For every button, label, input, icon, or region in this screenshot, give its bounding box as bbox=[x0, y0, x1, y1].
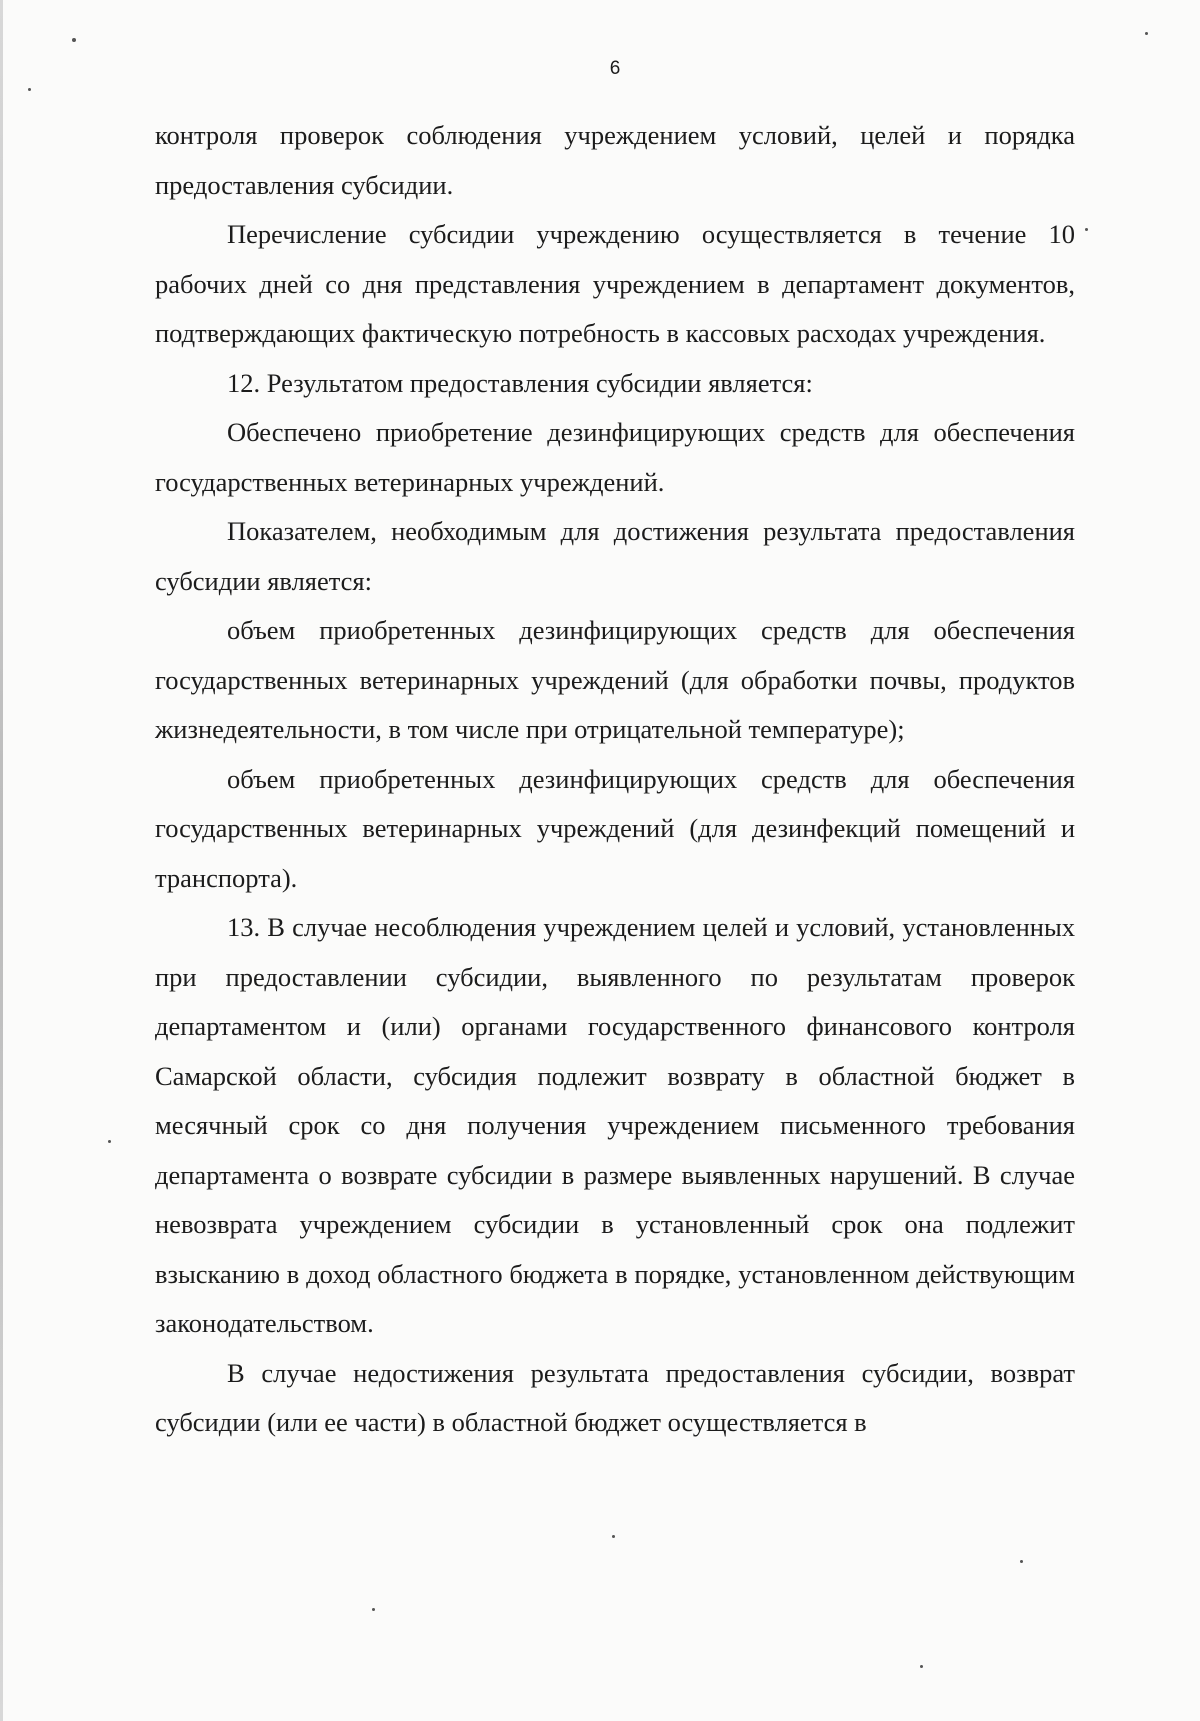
scan-speck bbox=[1085, 228, 1088, 231]
paragraph-continuation: контроля проверок соблюдения учреждением условий, целей и порядка предоставления субсидии. bbox=[155, 120, 1075, 200]
scan-edge bbox=[0, 0, 3, 1721]
paragraph-result: Обеспечено приобретение дезинфицирующих средств для обеспечения государственных ветеринарных учреждений. bbox=[155, 417, 1075, 497]
paragraph-volume-premises: объем приобретенных дезинфицирующих средств для обеспечения государственных ветеринарных учреждений (для дезинфекций помещений и транспорта). bbox=[155, 763, 1075, 893]
scan-speck bbox=[72, 38, 76, 42]
paragraph-non-achievement: В случае недостижения результата предоставления субсидии, возврат субсидии (или ее части) в областной бюджет осуществляется в bbox=[155, 1357, 1075, 1437]
scan-speck bbox=[920, 1665, 923, 1668]
scan-speck bbox=[1020, 1560, 1023, 1563]
paragraph-indicator: Показателем, необходимым для достижения результата предоставления субсидии является: bbox=[155, 516, 1075, 596]
scan-speck bbox=[28, 88, 31, 91]
scan-speck bbox=[612, 1535, 615, 1538]
paragraph-volume-soil: объем приобретенных дезинфицирующих средств для обеспечения государственных ветеринарных учреждений (для обработки почвы, продуктов жизнедеятельности, в том числе при отрицательной температуре); bbox=[155, 615, 1075, 744]
paragraph-item-12: 12. Результатом предоставления субсидии является: bbox=[227, 367, 813, 398]
paragraph-transfer: Перечисление субсидии учреждению осуществляется в течение 10 рабочих дней со дня представления учреждением в департамент документов, подтверждающих фактическую потребность в кассовых расходах учреждения. bbox=[155, 219, 1075, 348]
document-body bbox=[155, 111, 1075, 1448]
scan-speck bbox=[108, 1140, 111, 1143]
paragraph-item-13: 13. В случае несоблюдения учреждением целей и условий, установленных при предоставлении субсидии, выявленного по результатам проверок департаментом и (или) органами государственного финансового контроля Самарской области, субсидия подлежит возврату в областной бюджет в месячный срок со дня получения учреждением письменного требования департамента о возврате субсидии в размере выявленных нарушений. В случае невозврата учреждением субсидии в установленный срок она подлежит взысканию в доход областного бюджета в порядке, установленном действующим законодательством. bbox=[155, 912, 1075, 1338]
page-number: 6 bbox=[609, 58, 621, 79]
scan-speck bbox=[372, 1608, 375, 1611]
scan-speck bbox=[1145, 32, 1148, 35]
